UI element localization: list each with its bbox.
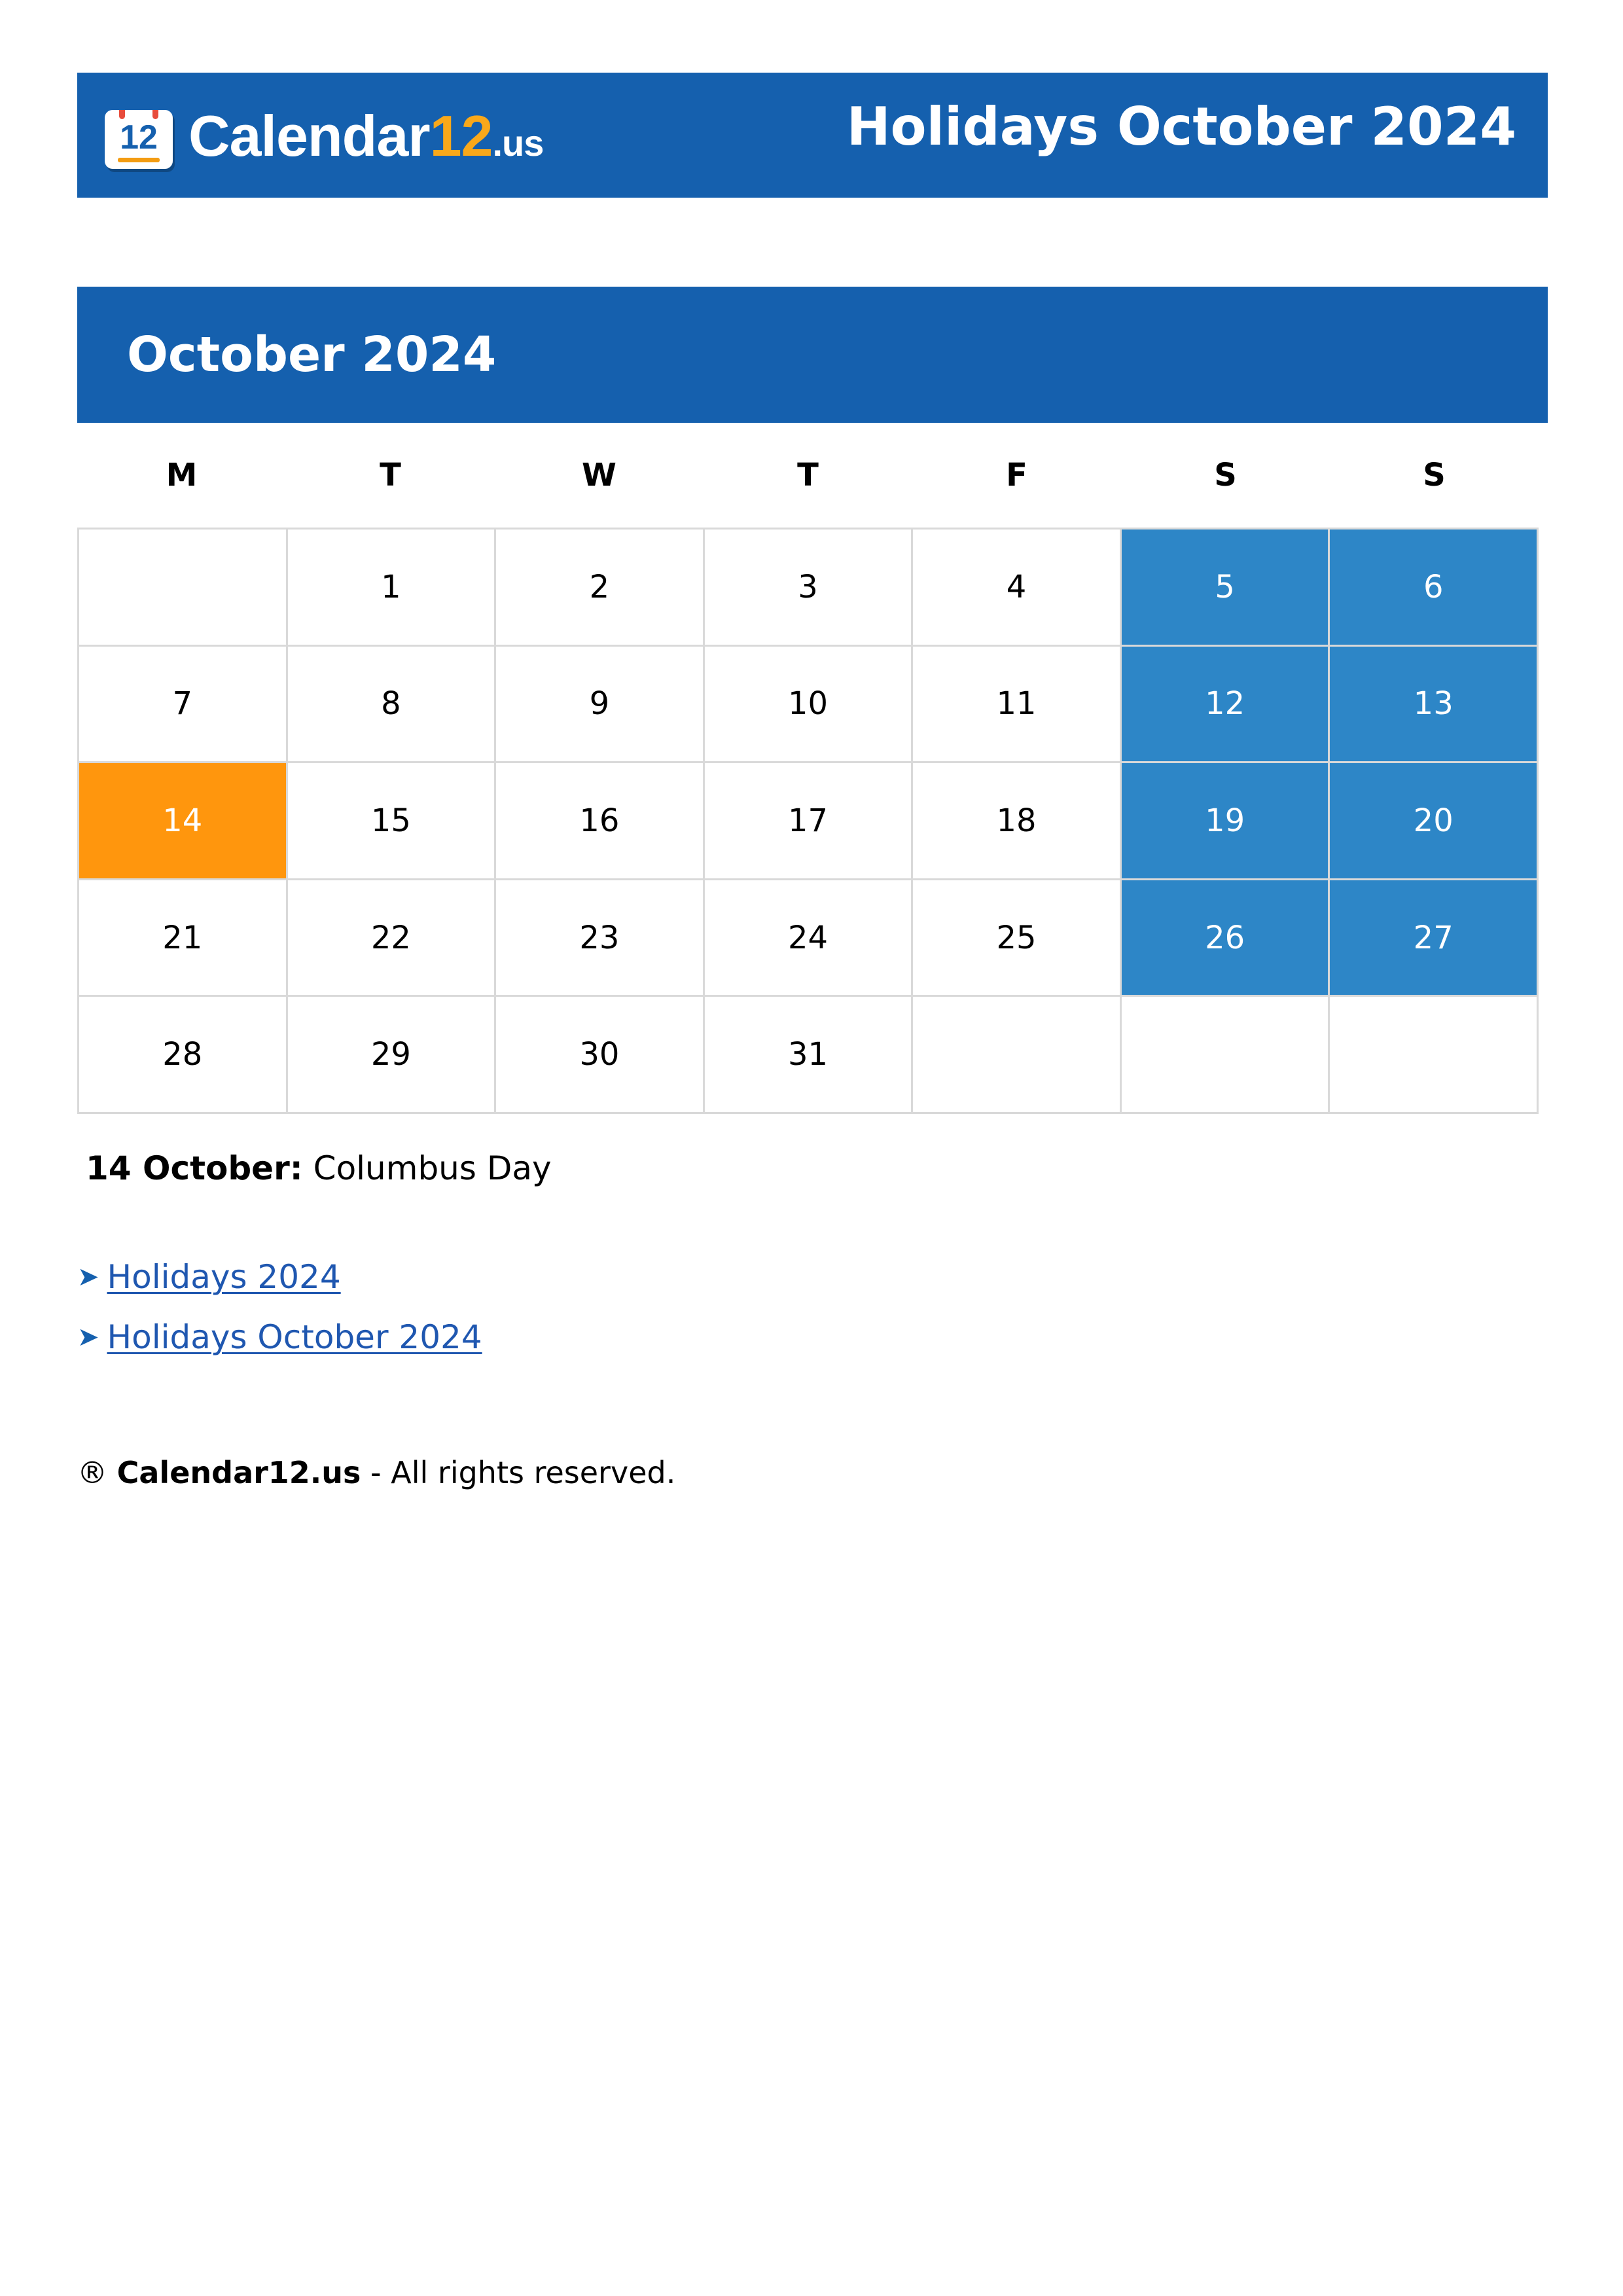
day-cell: 1 <box>288 529 497 647</box>
site-logo[interactable] <box>105 103 544 172</box>
page-header <box>77 73 1548 198</box>
weekday-wed: W <box>582 457 616 493</box>
link-row <box>77 1307 482 1367</box>
day-cell-weekend: 5 <box>1122 529 1330 647</box>
weekday-tue: T <box>380 457 401 493</box>
holiday-name: Columbus Day <box>313 1149 552 1187</box>
day-cell-weekend: 26 <box>1122 880 1330 997</box>
day-cell: 22 <box>288 880 497 997</box>
month-banner <box>77 287 1548 423</box>
weekday-sun: S <box>1423 457 1446 493</box>
day-cell-weekend: 19 <box>1122 763 1330 880</box>
logo-name-part2: 12 <box>429 103 493 168</box>
day-cell: 23 <box>496 880 705 997</box>
day-cell-holiday: 14 <box>79 763 288 880</box>
day-cell-empty <box>79 529 288 647</box>
logo-name-part1: Calendar <box>188 103 430 168</box>
day-cell: 24 <box>705 880 914 997</box>
weekday-mon: M <box>166 457 198 493</box>
day-cell: 9 <box>496 647 705 764</box>
calendar-icon <box>105 110 173 169</box>
page-footer <box>77 1452 675 1494</box>
day-cell: 31 <box>705 997 914 1114</box>
day-cell: 2 <box>496 529 705 647</box>
weekday-header <box>77 423 1539 528</box>
footer-rights: - All rights reserved. <box>370 1455 676 1490</box>
day-cell-weekend: 13 <box>1330 647 1539 764</box>
day-cell-weekend: 20 <box>1330 763 1539 880</box>
weekday-fri: F <box>1006 457 1027 493</box>
registered-icon: ® <box>77 1455 107 1490</box>
day-cell: 17 <box>705 763 914 880</box>
page-title: Holidays October 2024 <box>846 96 1516 157</box>
day-cell: 11 <box>913 647 1122 764</box>
day-cell: 28 <box>79 997 288 1114</box>
calendar-grid <box>77 528 1539 1114</box>
day-cell: 10 <box>705 647 914 764</box>
day-cell: 4 <box>913 529 1122 647</box>
day-cell-weekend: 27 <box>1330 880 1539 997</box>
day-cell-empty <box>913 997 1122 1114</box>
holidays-2024-link[interactable]: Holidays 2024 <box>107 1258 341 1296</box>
day-cell: 8 <box>288 647 497 764</box>
day-cell: 3 <box>705 529 914 647</box>
day-cell: 16 <box>496 763 705 880</box>
day-cell-empty <box>1122 997 1330 1114</box>
weekday-sat: S <box>1214 457 1237 493</box>
day-cell-weekend: 12 <box>1122 647 1330 764</box>
calendar-icon-number: 12 <box>120 118 158 156</box>
weekday-thu: T <box>797 457 819 493</box>
day-cell: 30 <box>496 997 705 1114</box>
holiday-date: 14 October: <box>86 1149 303 1187</box>
holiday-entry <box>86 1145 552 1191</box>
day-cell-weekend: 6 <box>1330 529 1539 647</box>
day-cell: 15 <box>288 763 497 880</box>
logo-wordmark <box>188 103 543 176</box>
related-links <box>77 1247 482 1367</box>
logo-name-part3: .us <box>492 122 544 164</box>
day-cell: 21 <box>79 880 288 997</box>
month-title: October 2024 <box>127 327 497 383</box>
arrow-right-icon: ➤ <box>77 1322 99 1352</box>
day-cell: 18 <box>913 763 1122 880</box>
day-cell-empty <box>1330 997 1539 1114</box>
footer-brand: Calendar12.us <box>116 1455 361 1490</box>
day-cell: 29 <box>288 997 497 1114</box>
day-cell: 7 <box>79 647 288 764</box>
link-row <box>77 1247 482 1307</box>
arrow-right-icon: ➤ <box>77 1262 99 1292</box>
day-cell: 25 <box>913 880 1122 997</box>
calendar-icon-bar <box>118 158 160 162</box>
holidays-october-2024-link[interactable]: Holidays October 2024 <box>107 1318 482 1356</box>
